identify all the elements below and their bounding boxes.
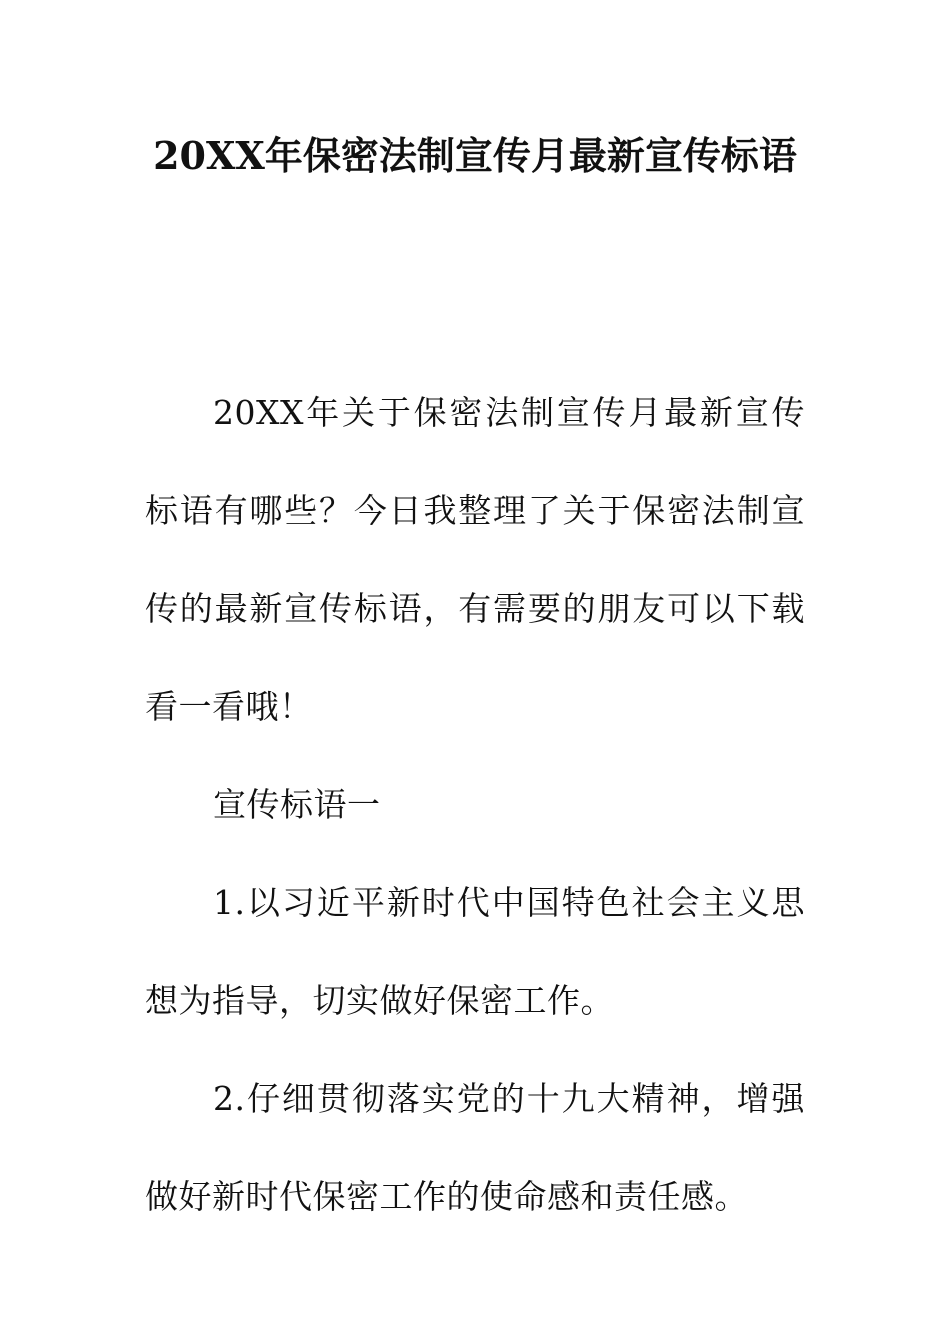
slogan-item-2: 2.仔细贯彻落实党的十九大精神，增强做好新时代保密工作的使命感和责任感。	[145, 1079, 805, 1216]
document-title: 20XX年保密法制宣传月最新宣传标语	[153, 133, 797, 178]
slogan-item-1: 1.以习近平新时代中国特色社会主义思想为指导，切实做好保密工作。	[145, 883, 805, 1020]
intro-paragraph: 20XX年关于保密法制宣传月最新宣传标语有哪些？今日我整理了关于保密法制宣传的最新宣传标语，有需要的朋友可以下载看一看哦！	[145, 393, 805, 726]
document-body	[145, 364, 805, 1246]
section-heading: 宣传标语一	[213, 785, 381, 824]
